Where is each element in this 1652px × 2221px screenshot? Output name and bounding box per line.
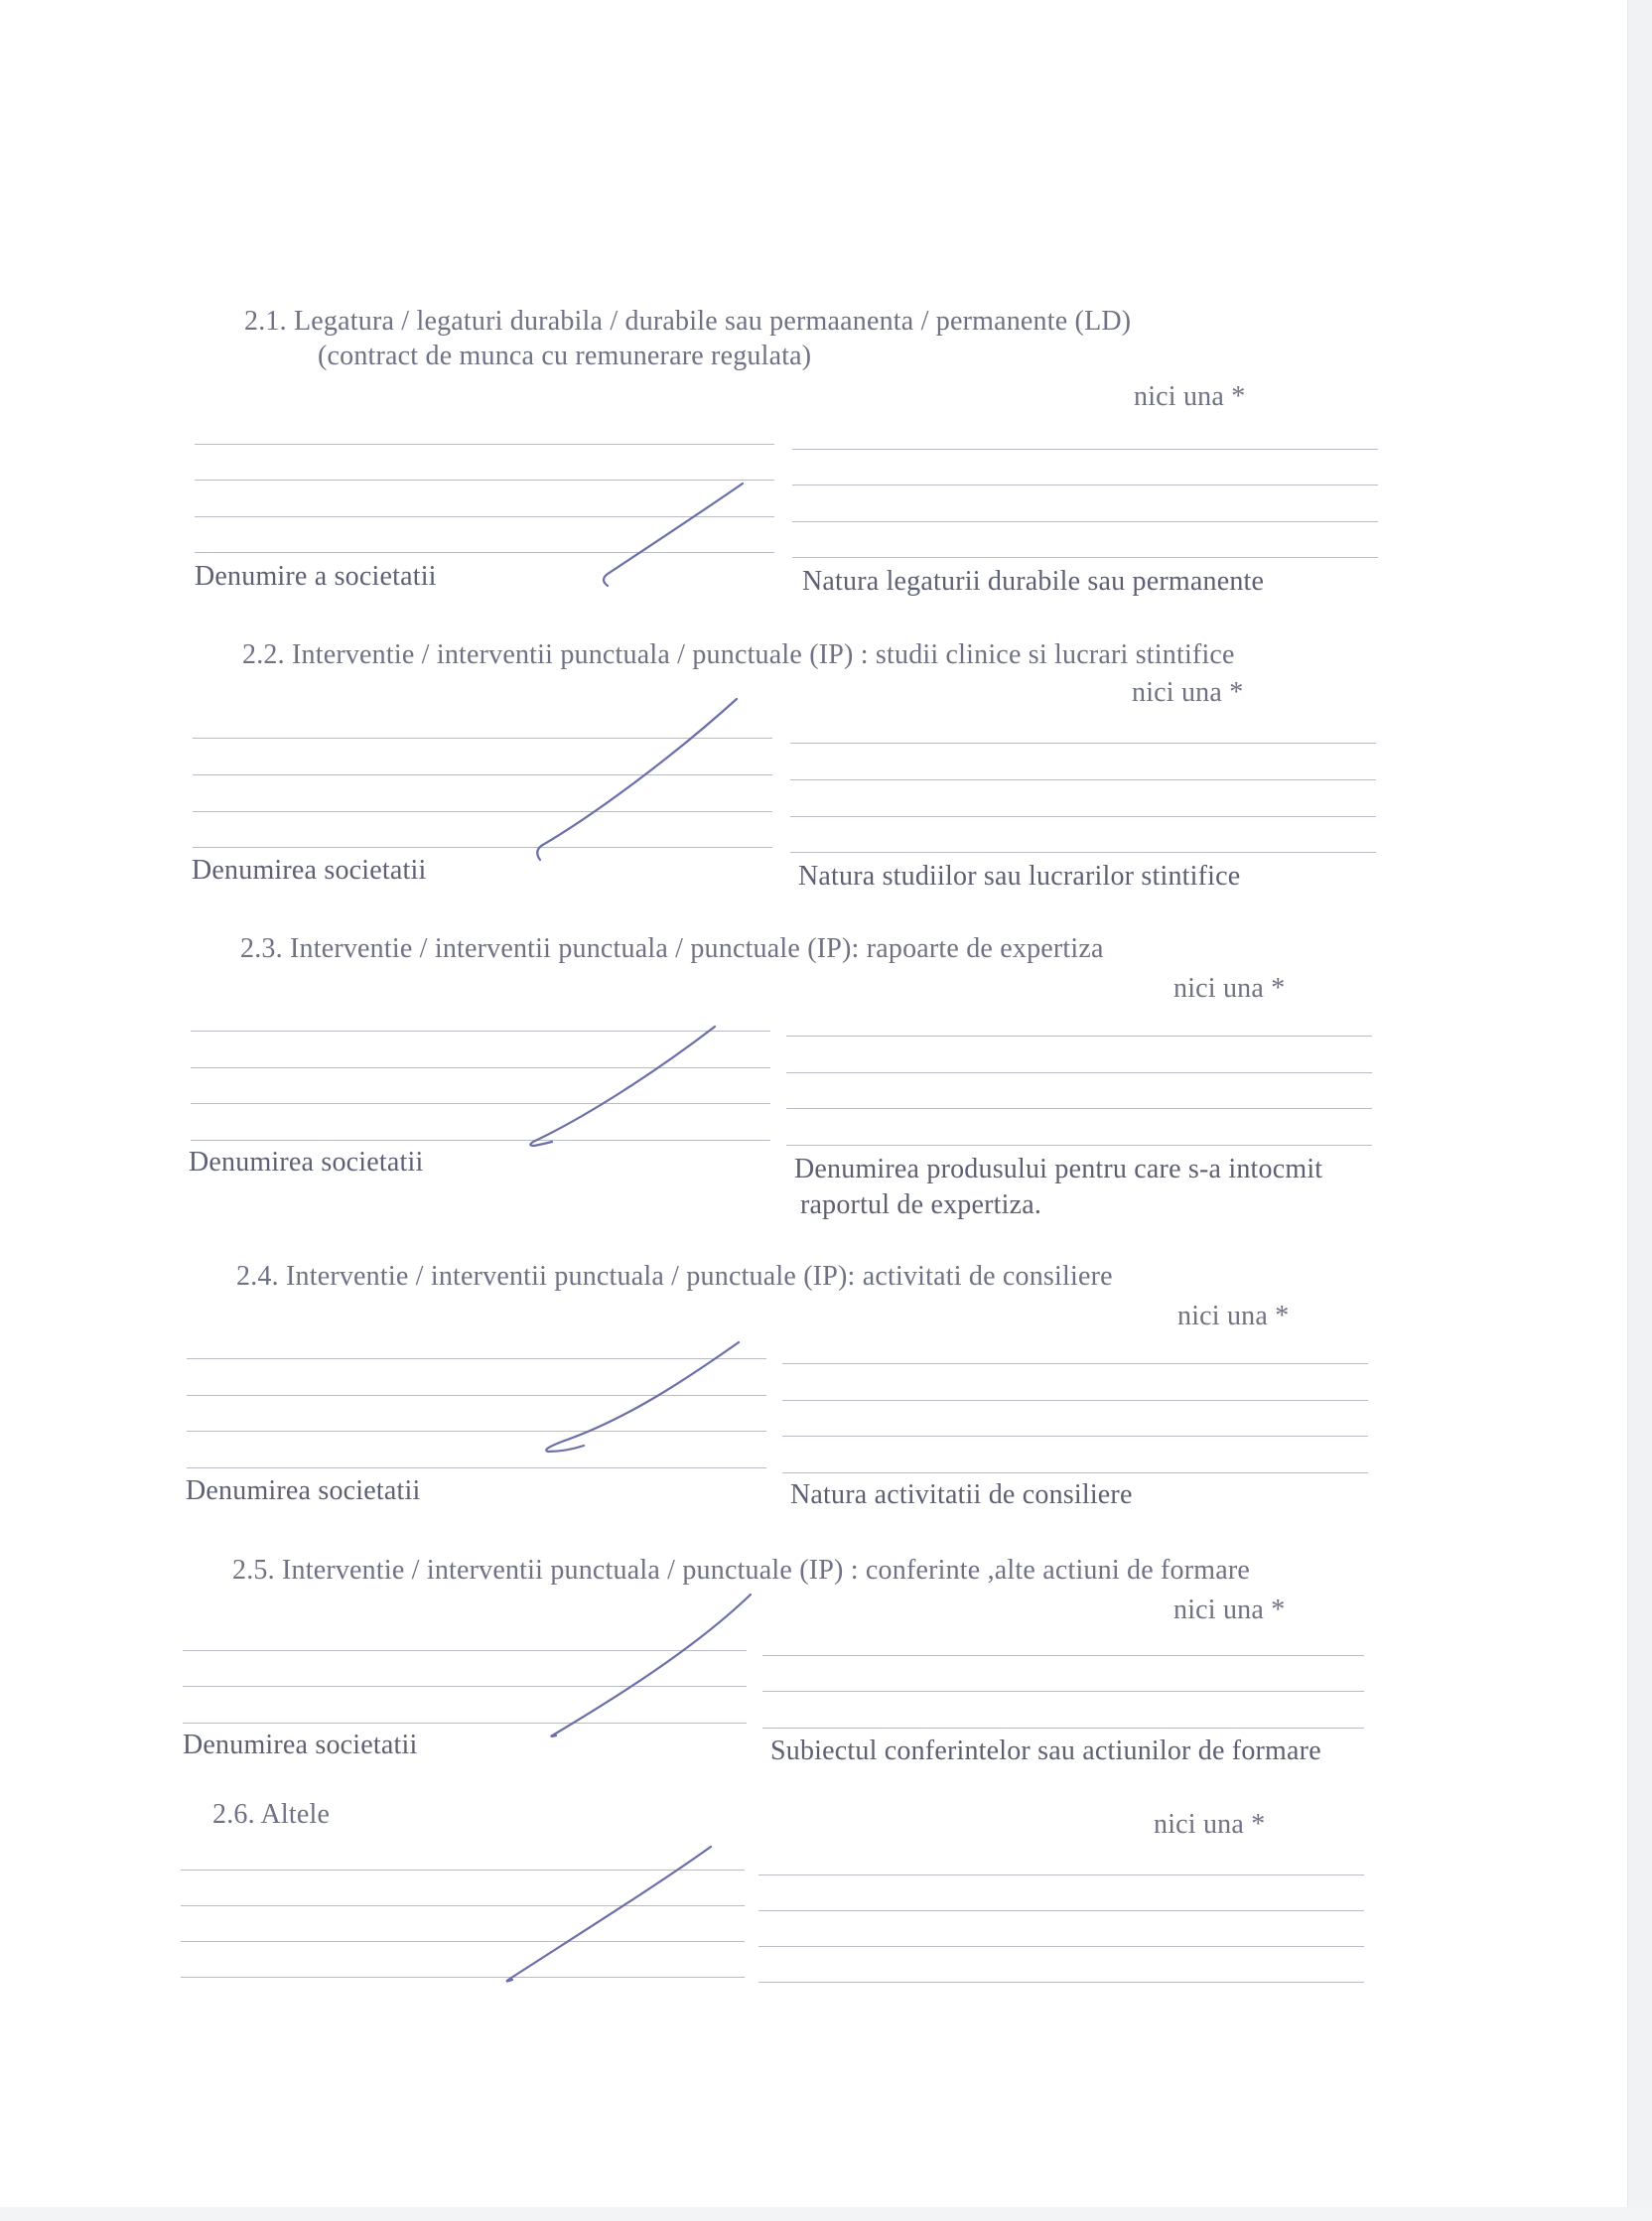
none-label: nici una *	[1154, 1809, 1266, 1840]
pen-stroke-2-5	[551, 1595, 751, 1736]
section-heading-line2: (contract de munca cu remunerare regulata)	[318, 341, 812, 371]
left-column-label: Denumirea societatii	[192, 855, 427, 886]
pen-stroke-2-3	[530, 1027, 715, 1146]
section-heading: 2.2. Interventie / interventii punctuala / punctuale (IP) : studii clinice si lucrari stintifice	[242, 639, 1235, 670]
none-label: nici una *	[1173, 1595, 1286, 1625]
left-column-label: Denumire a societatii	[195, 561, 437, 592]
right-column-label: Natura legaturii durabile sau permanente	[802, 566, 1265, 597]
section-heading: 2.1. Legatura / legaturi durabila / durabile sau permaanenta / permanente (LD)	[244, 306, 1132, 337]
right-column-label: Natura activitatii de consiliere	[790, 1479, 1133, 1510]
right-column-label-line2: raportul de expertiza.	[800, 1189, 1042, 1220]
none-label: nici una *	[1177, 1301, 1290, 1331]
section-heading: 2.3. Interventie / interventii punctuala / punctuale (IP): rapoarte de expertiza	[240, 933, 1104, 964]
section-heading: 2.6. Altele	[212, 1799, 331, 1830]
pen-stroke-2-6	[507, 1847, 711, 1982]
left-column-label: Denumirea societatii	[189, 1147, 424, 1178]
section-heading: 2.4. Interventie / interventii punctuala / punctuale (IP): activitati de consiliere	[236, 1261, 1113, 1292]
none-label: nici una *	[1132, 677, 1244, 708]
pen-stroke-2-1	[604, 484, 743, 586]
none-label: nici una *	[1173, 973, 1286, 1004]
left-column-label: Denumirea societatii	[183, 1730, 418, 1760]
right-column-label: Denumirea produsului pentru care s-a intocmit	[794, 1154, 1323, 1184]
right-column-label: Subiectul conferintelor sau actiunilor de formare	[770, 1735, 1321, 1766]
section-heading: 2.5. Interventie / interventii punctuala / punctuale (IP) : conferinte ,alte actiuni de formare	[232, 1555, 1251, 1586]
pen-stroke-2-4	[546, 1342, 739, 1452]
pen-stroke-2-2	[537, 699, 737, 860]
left-column-label: Denumirea societatii	[186, 1475, 421, 1506]
none-label: nici una *	[1134, 381, 1246, 412]
right-column-label: Natura studiilor sau lucrarilor stintifice	[798, 861, 1241, 892]
